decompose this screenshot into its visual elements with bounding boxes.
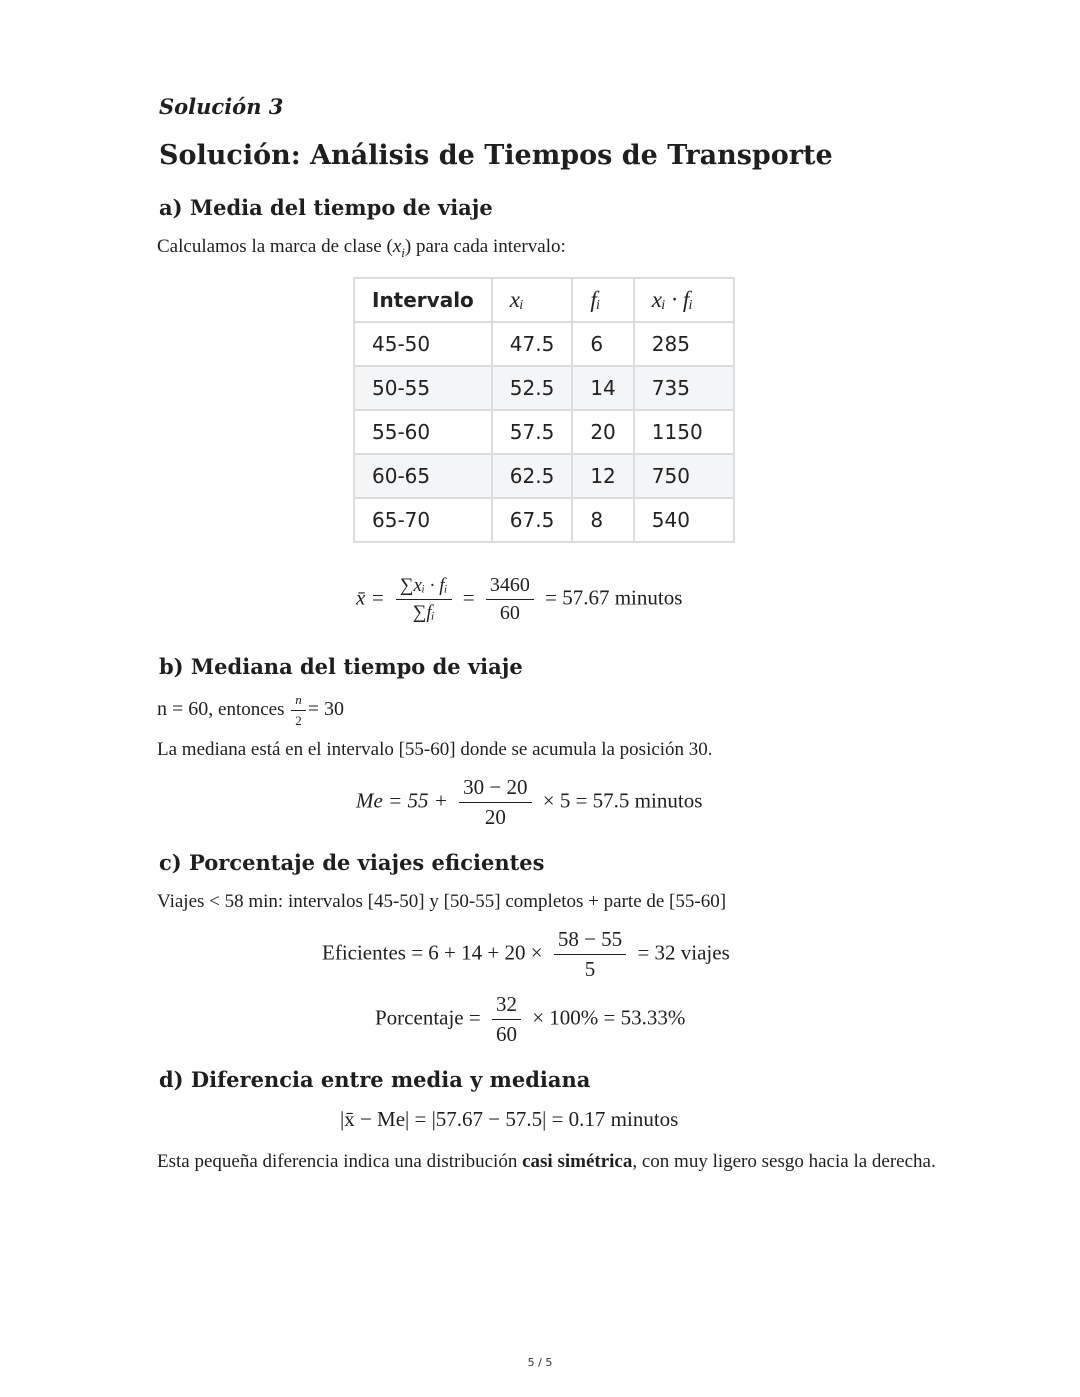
cell-fi: 8 (572, 498, 633, 542)
n-half-fraction (291, 692, 306, 729)
efficient-lhs: Eficientes = 6 + 14 + 20 × (322, 940, 543, 965)
n-line-mid: entonces (213, 698, 290, 720)
mean-value-fraction (486, 574, 534, 625)
intro-sub: i (401, 244, 405, 260)
page-title: Solución: Análisis de Tiempos de Transporte (159, 140, 833, 171)
cell-intervalo: 55-60 (354, 410, 492, 454)
median-formula (356, 775, 702, 830)
cell-xi: 57.5 (492, 410, 573, 454)
conclusion-pre: Esta pequeña diferencia indica una distribución (157, 1151, 523, 1172)
table-row (354, 366, 734, 410)
intro-var: x (392, 236, 402, 257)
percentage-den: 60 (495, 1022, 517, 1046)
intro-pre: Calculamos la marca de clase ( (157, 236, 393, 257)
cell-xi: 52.5 (492, 366, 573, 410)
table-row (354, 322, 734, 366)
section-a-heading: a) Media del tiempo de viaje (159, 195, 493, 220)
section-a-intro (157, 236, 566, 261)
cell-xi: 47.5 (492, 322, 573, 366)
mean-num-val: 3460 (486, 574, 534, 600)
header-intervalo: Intervalo (354, 278, 492, 322)
percentage-formula (375, 992, 685, 1047)
solution-label: Solución 3 (159, 94, 284, 119)
cell-xifi: 285 (634, 322, 734, 366)
difference-formula: |x̄ − Me| = |57.67 − 57.5| = 0.17 minutos (340, 1107, 679, 1131)
cell-intervalo: 45-50 (354, 322, 492, 366)
median-fraction (459, 775, 531, 830)
cell-fi: 14 (572, 366, 633, 410)
n-line-pre: n = 60, (157, 697, 214, 720)
cell-xi: 62.5 (492, 454, 573, 498)
n-line (157, 692, 344, 729)
conclusion-bold: casi simétrica (522, 1151, 633, 1172)
mean-eq: = (462, 585, 475, 610)
median-lhs: Me = 55 + (356, 788, 448, 813)
cell-xifi: 540 (634, 498, 734, 542)
median-num: 30 − 20 (459, 775, 531, 803)
percentage-fraction (492, 992, 521, 1047)
efficient-den: 5 (584, 957, 596, 981)
section-c-text: Viajes < 58 min: intervalos [45-50] y [50-55] completos + parte de [55-60] (157, 891, 727, 912)
median-den: 20 (484, 805, 506, 829)
cell-intervalo: 65-70 (354, 498, 492, 542)
section-b-text: La mediana está en el intervalo [55-60] donde se acumula la posición 30. (157, 739, 713, 760)
efficient-fraction (554, 927, 626, 982)
header-xi: xᵢ (492, 278, 573, 322)
table-row (354, 410, 734, 454)
median-rhs: × 5 = 57.5 minutos (542, 788, 703, 813)
table-row (354, 454, 734, 498)
n-frac-num: n (291, 692, 306, 711)
mean-den-sym: ∑fᵢ (412, 602, 435, 623)
header-xifi: xᵢ · fᵢ (634, 278, 734, 322)
efficient-num: 58 − 55 (554, 927, 626, 955)
cell-xifi: 750 (634, 454, 734, 498)
cell-fi: 6 (572, 322, 633, 366)
cell-xi: 67.5 (492, 498, 573, 542)
mean-symbolic-fraction (396, 575, 452, 624)
mean-num-sym: ∑xᵢ · fᵢ (396, 575, 452, 600)
section-b-heading: b) Mediana del tiempo de viaje (159, 654, 523, 679)
n-frac-den: 2 (295, 713, 302, 728)
section-d-heading: d) Diferencia entre media y mediana (159, 1067, 591, 1092)
cell-fi: 20 (572, 410, 633, 454)
frequency-table (353, 277, 735, 543)
percentage-rhs: × 100% = 53.33% (532, 1005, 686, 1030)
conclusion-post: , con muy ligero sesgo hacia la derecha. (632, 1151, 936, 1172)
table-row (354, 498, 734, 542)
cell-intervalo: 60-65 (354, 454, 492, 498)
cell-intervalo: 50-55 (354, 366, 492, 410)
mean-result: = 57.67 minutos (545, 585, 683, 610)
cell-xifi: 735 (634, 366, 734, 410)
cell-xifi: 1150 (634, 410, 734, 454)
header-fi: fᵢ (572, 278, 633, 322)
n-line-post: = 30 (307, 697, 345, 720)
mean-lhs: x̄ = (356, 585, 385, 610)
mean-formula (356, 574, 682, 625)
efficient-formula (322, 927, 730, 982)
section-c-heading: c) Porcentaje de viajes eficientes (159, 850, 545, 875)
mean-den-val: 60 (499, 602, 520, 624)
percentage-num: 32 (492, 992, 521, 1020)
efficient-rhs: = 32 viajes (637, 940, 730, 965)
table-header-row (354, 278, 734, 322)
cell-fi: 12 (572, 454, 633, 498)
intro-post: ) para cada intervalo: (404, 236, 566, 257)
section-d-text (157, 1150, 937, 1174)
page-number: 5 / 5 (527, 1356, 553, 1369)
percentage-lhs: Porcentaje = (375, 1005, 481, 1030)
